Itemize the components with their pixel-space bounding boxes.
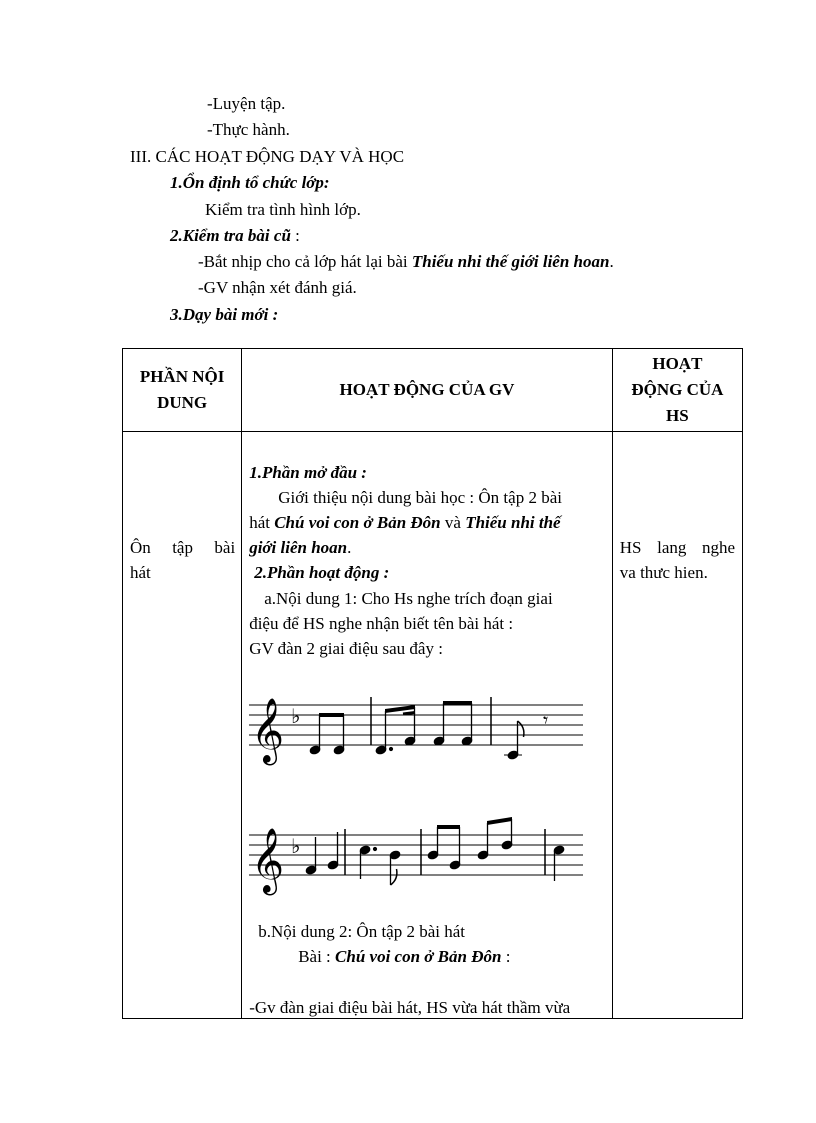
content2-song-suffix: : xyxy=(501,947,511,966)
student-line2: va thưc hien. xyxy=(619,563,708,582)
header-student-line1: HOẠT xyxy=(652,354,703,373)
eighth-rest-icon: 𝄾 xyxy=(543,708,549,732)
song2-title-part1: Thiếu nhi thế xyxy=(465,513,561,532)
step1-text: Kiểm tra tình hình lớp. xyxy=(205,200,361,219)
intro-line2 xyxy=(249,512,560,534)
content2-song xyxy=(298,946,510,968)
step2-line1-end: . xyxy=(609,252,614,271)
content-word3: bài xyxy=(214,538,236,557)
flat-sign-icon: ♭ xyxy=(291,834,301,858)
song1-title: Chú voi con ở Bản Đôn xyxy=(274,513,441,532)
header-teacher xyxy=(242,349,613,432)
content2-title xyxy=(258,921,465,943)
student-word2: lang xyxy=(657,538,687,557)
intro-line3 xyxy=(249,537,351,559)
content-word2: tập xyxy=(172,538,193,557)
melody-2-notation xyxy=(247,817,587,897)
content1-line2: điệu để HS nghe nhận biết tên bài hát : xyxy=(249,614,514,633)
step1-title: 1.Ổn định tổ chức lớp: xyxy=(170,173,330,192)
content2-song-prefix: Bài : xyxy=(298,947,336,966)
table-header-row xyxy=(123,349,743,432)
teacher-cell xyxy=(242,432,613,1019)
step2-line2: -GV nhận xét đánh giá. xyxy=(198,278,357,297)
header-content-line1: PHẦN NỘI xyxy=(139,367,225,386)
lesson-plan-table xyxy=(122,348,743,1019)
content2-title-text: b.Nội dung 2: Ôn tập 2 bài hát xyxy=(258,922,465,941)
part1-title: 1.Phần mở đầu : xyxy=(249,463,367,482)
step2-line1 xyxy=(198,251,614,273)
student-word1: HS xyxy=(619,538,642,557)
treble-clef-icon: 𝄞 xyxy=(251,828,285,893)
method-practice: -Luyện tập. xyxy=(207,94,286,113)
treble-clef-icon: 𝄞 xyxy=(251,698,285,763)
section-heading: III. CÁC HOẠT ĐỘNG DẠY VÀ HỌC xyxy=(130,147,405,166)
content1-line1: a.Nội dung 1: Cho Hs nghe trích đoạn giai xyxy=(264,589,553,608)
table-row xyxy=(123,432,743,1019)
step2-title-colon: : xyxy=(290,226,300,245)
melody-1-notation xyxy=(247,687,587,767)
step2-title-text: 2.Kiểm tra bài cũ xyxy=(170,226,291,245)
intro-line1: Giới thiệu nội dung bài học : Ôn tập 2 bài xyxy=(278,488,562,507)
flat-sign-icon: ♭ xyxy=(291,704,301,728)
part2-title: 2.Phần hoạt động : xyxy=(254,563,390,582)
step2-song-title: Thiếu nhi thế giới liên hoan xyxy=(411,252,610,271)
song2-title-part2: giới liên hoan xyxy=(249,538,348,557)
header-student-line3: HS xyxy=(666,406,689,425)
intro-and: và xyxy=(440,513,466,532)
header-content xyxy=(123,349,242,432)
header-content-line2: DUNG xyxy=(157,393,208,412)
content-cell xyxy=(123,432,242,1019)
student-cell xyxy=(612,432,742,1019)
content-line2: hát xyxy=(130,563,151,582)
content1-line3: GV đàn 2 giai điệu sau đây : xyxy=(249,639,443,658)
header-student-line2: ĐỘNG CỦA xyxy=(631,380,724,399)
intro-hat: hát xyxy=(249,513,275,532)
student-word3: nghe xyxy=(701,538,735,557)
header-student xyxy=(612,349,742,432)
intro-end: . xyxy=(347,538,352,557)
content-word1: Ôn xyxy=(130,538,151,557)
content2-song-title: Chú voi con ở Bản Đôn xyxy=(335,947,502,966)
content2-last-line: -Gv đàn giai điệu bài hát, HS vừa hát thầm vừa xyxy=(249,998,571,1017)
content-line1 xyxy=(130,537,235,559)
header-teacher-label: HOẠT ĐỘNG CỦA GV xyxy=(339,380,515,399)
student-line1 xyxy=(620,537,735,559)
step2-title xyxy=(170,225,300,247)
step3-title: 3.Dạy bài mới : xyxy=(170,305,279,324)
method-exercise: -Thực hành. xyxy=(207,120,290,139)
step2-line1-prefix: -Bắt nhịp cho cả lớp hát lại bài xyxy=(198,252,412,271)
